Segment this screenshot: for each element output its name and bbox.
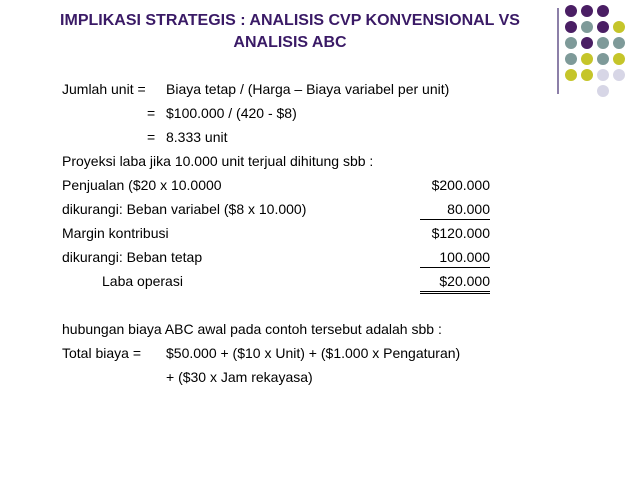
bep-result: 8.333 unit bbox=[166, 129, 228, 145]
sales-label: Penjualan ($20 x 10.0000 bbox=[62, 177, 222, 193]
title-line-2: ANALISIS ABC bbox=[233, 34, 347, 51]
divider-line bbox=[557, 8, 559, 94]
dot bbox=[597, 21, 609, 33]
dot bbox=[581, 5, 593, 17]
dot bbox=[581, 37, 593, 49]
bep-formula: Biaya tetap / (Harga – Biaya variabel per unit) bbox=[166, 81, 450, 97]
abc-intro: hubungan biaya ABC awal pada contoh tersebut adalah sbb : bbox=[62, 321, 442, 337]
contribution-margin-label: Margin kontribusi bbox=[62, 225, 169, 241]
abc-formula-line-2: + ($30 x Jam rekayasa) bbox=[166, 369, 313, 385]
operating-profit-value: $20.000 bbox=[380, 272, 490, 294]
dot bbox=[613, 53, 625, 65]
dot bbox=[597, 37, 609, 49]
dot bbox=[565, 37, 577, 49]
abc-formula-line-1: $50.000 + ($10 x Unit) + ($1.000 x Pengaturan) bbox=[166, 345, 461, 361]
dot bbox=[597, 69, 609, 81]
fixed-cost-value: 100.000 bbox=[380, 248, 490, 268]
dot bbox=[597, 85, 609, 97]
dot bbox=[565, 53, 577, 65]
operating-profit-label: Laba operasi bbox=[102, 273, 183, 289]
projection-intro: Proyeksi laba jika 10.000 unit terjual dihitung sbb : bbox=[62, 153, 374, 169]
bep-equals-3: = bbox=[147, 129, 156, 145]
dot bbox=[613, 37, 625, 49]
dot bbox=[597, 5, 609, 17]
variable-cost-value: 80.000 bbox=[380, 200, 490, 220]
dot bbox=[565, 5, 577, 17]
fixed-cost-label: dikurangi: Beban tetap bbox=[62, 249, 203, 265]
bep-calc: $100.000 / (420 - $8) bbox=[166, 105, 297, 121]
decorative-dot-grid bbox=[565, 5, 635, 95]
dot bbox=[565, 69, 577, 81]
dot bbox=[565, 21, 577, 33]
title-line-1: IMPLIKASI STRATEGIS : ANALISIS CVP KONVENSIONAL VS bbox=[60, 12, 520, 29]
dot bbox=[581, 69, 593, 81]
bep-equals-2: = bbox=[147, 105, 156, 121]
bep-label: Jumlah unit = bbox=[62, 81, 146, 97]
dot bbox=[581, 53, 593, 65]
sales-value: $200.000 bbox=[431, 177, 490, 193]
slide-title bbox=[20, 10, 560, 54]
contribution-margin-value: $120.000 bbox=[431, 225, 490, 241]
dot bbox=[581, 21, 593, 33]
dot bbox=[597, 53, 609, 65]
abc-label: Total biaya = bbox=[62, 345, 141, 361]
dot bbox=[613, 21, 625, 33]
dot bbox=[613, 69, 625, 81]
variable-cost-label: dikurangi: Beban variabel ($8 x 10.000) bbox=[62, 201, 307, 217]
